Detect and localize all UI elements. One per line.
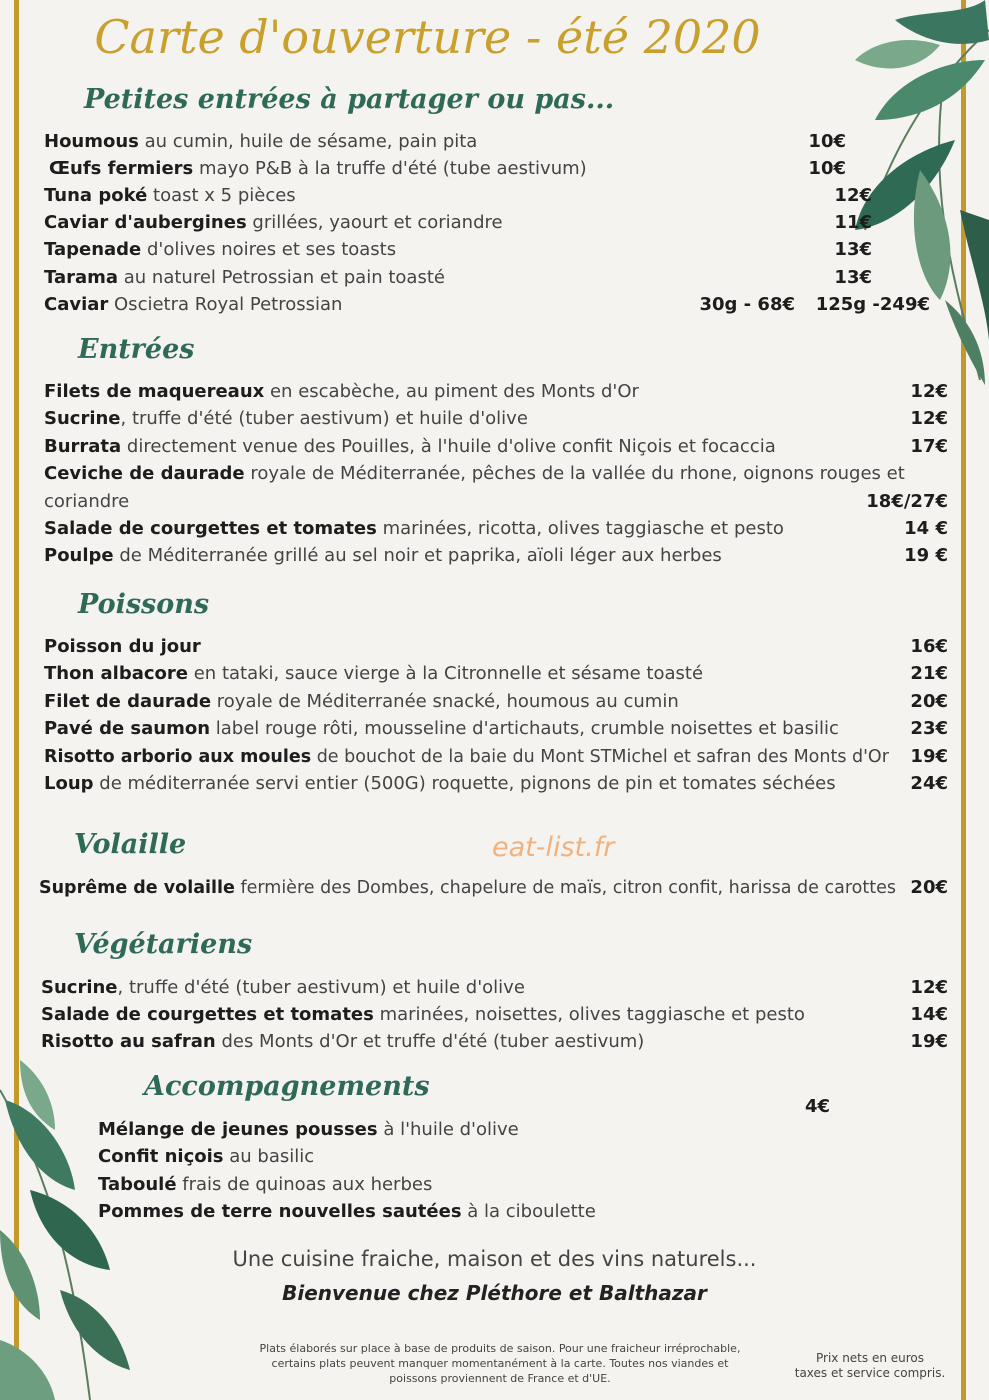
menu-item-name: Houmous xyxy=(44,131,139,152)
menu-item-price: 13€ xyxy=(834,239,872,261)
menu-item-description: marinées, noisettes, olives taggiasche et pesto xyxy=(373,1004,805,1025)
footer-price-note xyxy=(770,1351,970,1381)
menu-item-description: toast x 5 pièces xyxy=(147,185,296,207)
menu-item-name: Filets de maquereaux xyxy=(44,381,265,402)
menu-item-price: 21€ xyxy=(910,663,948,685)
menu-item-description: en escabèche, au piment des Monts d'Or xyxy=(264,381,639,402)
menu-item-description: mayo P&B à la truffe d'été (tube aestivum) xyxy=(193,158,587,180)
menu-item-volaille xyxy=(39,877,896,899)
menu-item-name: Caviar xyxy=(44,293,109,315)
menu-item-description: en tataki, sauce vierge à la Citronnelle et sésame toasté xyxy=(188,663,704,685)
menu-item-description: au cumin, huile de sésame, pain pita xyxy=(138,131,478,152)
footer-note-line: Plats élaborés sur place à base de produits de saison. Pour une fraicheur irréprochable, xyxy=(259,1342,741,1355)
section-title-petites: Petites entrées à partager ou pas... xyxy=(84,84,615,115)
menu-item-description: , truffe d'été (tuber aestivum) et huile d'olive xyxy=(117,977,525,998)
menu-item-accompagnements xyxy=(98,1201,596,1223)
menu-item-poissons xyxy=(44,746,889,768)
menu-item-description: label rouge rôti, mousseline d'artichauts, crumble noisettes et basilic xyxy=(210,718,839,740)
leaf-decoration-bottom-left xyxy=(0,1060,150,1400)
menu-item-name: Mélange de jeunes pousses xyxy=(98,1119,378,1140)
menu-item-description: marinées, ricotta, olives taggiasche et pesto xyxy=(376,518,784,539)
menu-item-poissons xyxy=(44,773,836,795)
menu-item-vegetariens xyxy=(41,1004,805,1026)
menu-item-entrees xyxy=(44,463,905,485)
footer-price-note-line: taxes et service compris. xyxy=(794,1366,946,1380)
menu-item-price: 12€ xyxy=(834,185,872,207)
menu-item-name: Filet de daurade xyxy=(44,690,212,712)
menu-item-description: à la ciboulette xyxy=(461,1200,596,1222)
menu-item-name: Tarama xyxy=(44,266,119,288)
menu-item-description: des Monts d'Or et truffe d'été (tuber aestivum) xyxy=(215,1031,645,1052)
footer-welcome: Bienvenue chez Pléthore et Balthazar xyxy=(282,1281,707,1305)
menu-item-entrees xyxy=(44,408,528,430)
menu-item-description: à l'huile d'olive xyxy=(377,1119,519,1140)
section-title-poissons: Poissons xyxy=(78,589,210,620)
menu-item-description: grillées, yaourt et coriandre xyxy=(246,212,503,234)
menu-item-price: 18€/27€ xyxy=(866,490,948,512)
menu-item-entrees xyxy=(44,518,784,540)
menu-item-price: 17€ xyxy=(910,435,948,457)
menu-item-name: Pommes de terre nouvelles sautées xyxy=(98,1200,462,1222)
section-title-accompagnements: Accompagnements xyxy=(144,1071,430,1102)
menu-item-accompagnements xyxy=(98,1119,519,1141)
menu-item-price: 10€ xyxy=(808,158,846,180)
footer-tagline: Une cuisine fraiche, maison et des vins naturels... xyxy=(232,1247,757,1271)
menu-item-name: Poisson du jour xyxy=(44,636,201,657)
menu-item-description: directement venue des Pouilles, à l'huile d'olive confit Niçois et focaccia xyxy=(121,435,776,457)
section-title-entrees: Entrées xyxy=(78,334,195,365)
menu-item-description: d'olives noires et ses toasts xyxy=(141,239,397,261)
menu-item-petites xyxy=(44,294,342,316)
menu-item-name: Ceviche de daurade xyxy=(44,463,245,485)
menu-item-name: Tapenade xyxy=(44,239,142,261)
menu-item-petites xyxy=(44,267,445,289)
menu-item-vegetariens xyxy=(41,1031,644,1053)
menu-item-accompagnements xyxy=(98,1174,432,1196)
watermark-text: eat-list.fr xyxy=(492,832,615,863)
menu-item-description: frais de quinoas aux herbes xyxy=(176,1173,433,1195)
menu-item-price: 19€ xyxy=(910,745,948,767)
menu-item-name: Salade de courgettes et tomates xyxy=(41,1004,374,1025)
section-title-vegetariens: Végétariens xyxy=(74,929,253,960)
menu-item-description: Oscietra Royal Petrossian xyxy=(108,293,343,315)
footer-note xyxy=(220,1341,780,1386)
menu-item-price: 11€ xyxy=(834,212,872,234)
menu-item-price: 14€ xyxy=(910,1004,948,1025)
menu-item-description: , truffe d'été (tuber aestivum) et huile d'olive xyxy=(120,408,528,430)
menu-item-name: Sucrine xyxy=(44,408,121,430)
menu-item-name: Loup xyxy=(44,773,94,794)
menu-item-price: 19€ xyxy=(910,1031,948,1052)
menu-item-price: 20€ xyxy=(910,690,948,712)
menu-item-name: Œufs fermiers xyxy=(49,158,194,180)
menu-item-name: Confit niçois xyxy=(98,1146,224,1168)
menu-item-description: de Méditerranée grillé au sel noir et paprika, aïoli léger aux herbes xyxy=(113,545,722,567)
menu-item-petites xyxy=(44,212,503,234)
menu-item-poissons xyxy=(44,663,703,685)
accompagnements-price: 4€ xyxy=(804,1096,830,1117)
menu-item-description: de méditerranée servi entier (500G) roquette, pignons de pin et tomates séchées xyxy=(93,773,836,794)
menu-item-name: Risotto arborio aux moules xyxy=(44,746,312,767)
menu-item-poissons xyxy=(44,636,201,658)
menu-item-price: 16€ xyxy=(910,636,948,657)
menu-item-name: Salade de courgettes et tomates xyxy=(44,518,377,539)
footer-note-line: poissons proviennent de France et d'UE. xyxy=(389,1372,611,1385)
menu-item-description: de bouchot de la baie du Mont STMichel et safran des Monts d'Or xyxy=(311,746,889,767)
menu-item-petites xyxy=(44,239,396,261)
menu-item-name: Sucrine xyxy=(41,977,118,998)
menu-item-name: Risotto au safran xyxy=(41,1031,216,1052)
menu-item-name: Suprême de volaille xyxy=(39,878,235,898)
menu-item-price: 20€ xyxy=(910,877,948,898)
menu-item-poissons xyxy=(44,718,839,740)
menu-item-petites xyxy=(44,131,477,153)
menu-item-description: fermière des Dombes, chapelure de maïs, citron confit, harissa de carottes xyxy=(234,878,896,898)
menu-item-description: au basilic xyxy=(223,1146,315,1168)
menu-item-name: Pavé de saumon xyxy=(44,718,211,740)
menu-item-price: 14 € xyxy=(904,518,948,539)
footer-price-note-line: Prix nets en euros xyxy=(815,1351,925,1365)
menu-item-name: Caviar d'aubergines xyxy=(44,212,247,234)
menu-item-description-continued: coriandre xyxy=(44,490,130,512)
menu-item-price: 13€ xyxy=(834,266,872,288)
menu-item-vegetariens xyxy=(41,977,525,999)
menu-item-petites xyxy=(44,185,296,207)
section-title-volaille: Volaille xyxy=(74,829,187,860)
menu-item-price: 30g - 68€ xyxy=(699,293,795,315)
menu-item-price: 12€ xyxy=(910,977,948,998)
menu-item-name: Taboulé xyxy=(98,1173,177,1195)
menu-item-name: Thon albacore xyxy=(44,663,189,685)
menu-item-price-large: 125g -249€ xyxy=(815,293,930,315)
menu-item-price: 23€ xyxy=(910,718,948,740)
menu-item-price: 12€ xyxy=(910,381,948,402)
menu-item-petites xyxy=(49,158,587,180)
menu-item-name: Poulpe xyxy=(44,545,114,567)
menu-item-price: 19 € xyxy=(904,545,948,567)
menu-item-name: Burrata xyxy=(44,435,122,457)
menu-item-entrees xyxy=(44,545,722,567)
menu-item-price: 24€ xyxy=(910,773,948,794)
menu-item-poissons xyxy=(44,691,679,713)
menu-item-price: 12€ xyxy=(910,408,948,430)
footer-note-line: certains plats peuvent manquer momentanément à la carte. Toutes nos viandes et xyxy=(271,1357,729,1370)
menu-item-entrees xyxy=(44,436,776,458)
menu-item-description: royale de Méditerranée snacké, houmous au cumin xyxy=(211,690,679,712)
menu-item-accompagnements xyxy=(98,1146,314,1168)
menu-item-entrees xyxy=(44,381,639,403)
menu-item-name: Tuna poké xyxy=(44,185,148,207)
menu-title: Carte d'ouverture - été 2020 xyxy=(94,10,761,64)
menu-item-description: royale de Méditerranée, pêches de la vallée du rhone, oignons rouges et xyxy=(244,463,905,485)
menu-item-price: 10€ xyxy=(808,131,846,152)
menu-item-description: au naturel Petrossian et pain toasté xyxy=(118,266,445,288)
